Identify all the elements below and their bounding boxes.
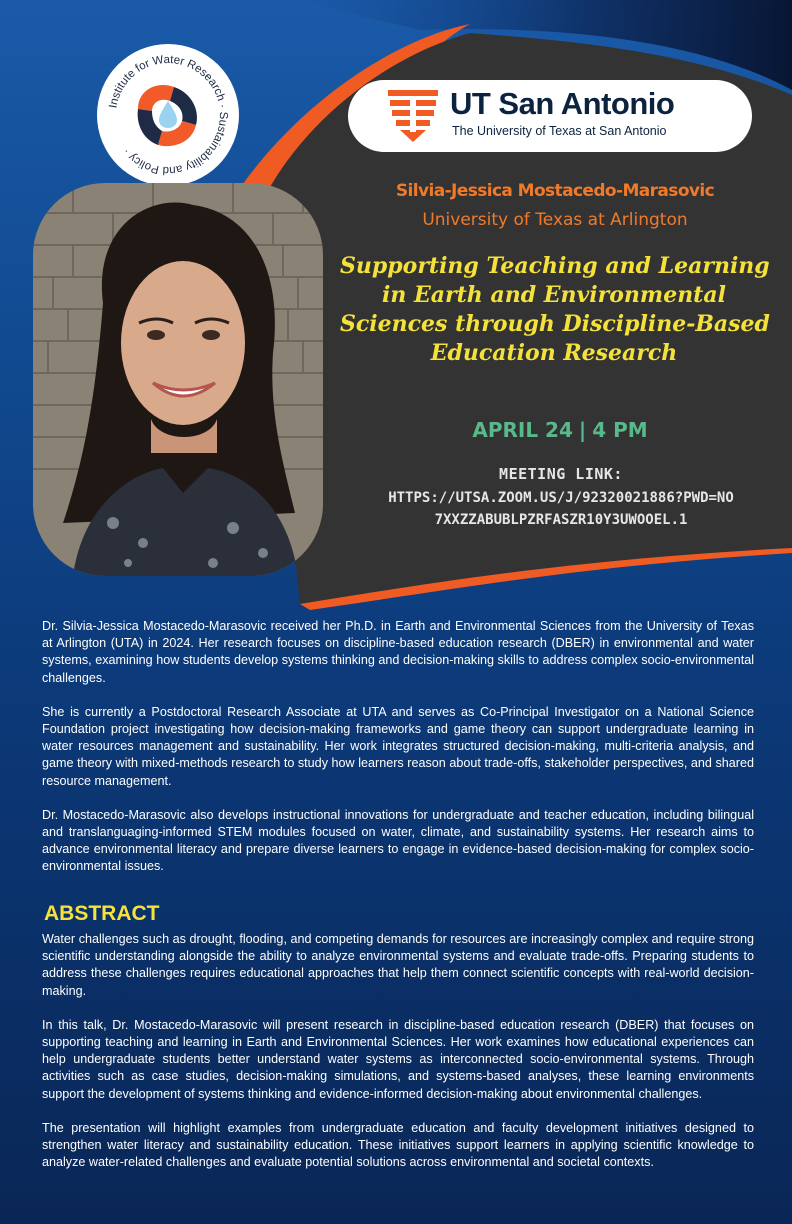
- utsa-mark-icon: [388, 90, 438, 142]
- university-subtitle: The University of Texas at San Antonio: [452, 124, 667, 138]
- event-time: 4 PM: [592, 418, 648, 442]
- speaker-name: Silvia-Jessica Mostacedo-Marasovic: [395, 181, 715, 201]
- abstract-body: [42, 931, 754, 1188]
- talk-title-line: Sciences through Discipline-Based: [340, 311, 770, 337]
- abstract-paragraph: The presentation will highlight examples from undergraduate education and faculty development initiatives designed to strengthen water literacy and sustainability education. These initiatives support learners in applying scientific knowledge to analyze water-related challenges and evaluate potential solutions across environmental and societal contexts.: [42, 1120, 754, 1170]
- talk-title-line: in Earth and Environmental: [382, 282, 726, 308]
- bio-paragraph: She is currently a Postdoctoral Research Associate at UTA and serves as Co-Principal Investigator on a National Science Foundation project investigating how decision-making frameworks and game theory can support undergraduate learning in water resources management and sustainability. Her work integrates structured decision-making, multi-criteria analysis, and game theory with mixed-methods research to study how learners reason about trade-offs, stakeholder perspectives, and shared resource management.: [42, 704, 754, 788]
- talk-title-line: Supporting Teaching and Learning: [340, 253, 770, 279]
- speaker-bio: [42, 618, 754, 893]
- meeting-link-label: MEETING LINK:: [499, 465, 623, 483]
- speaker-affiliation: University of Texas at Arlington: [422, 210, 688, 230]
- meeting-url-line[interactable]: HTTPS://UTSA.ZOOM.US/J/92320021886?PWD=NO: [388, 490, 734, 506]
- abstract-paragraph: Water challenges such as drought, flooding, and competing demands for resources are increasingly complex and require strong scientific understanding alongside the ability to analyze environmental systems and evaluate trade-offs. Preparing students to address these challenges requires educational approaches that help them connect scientific concepts with real-world decision-making.: [42, 932, 754, 998]
- bio-paragraph: Dr. Mostacedo-Marasovic also develops instructional innovations for undergraduate and teacher education, including bilingual and translanguaging-informed STEM modules focused on water, climate, and sustainability systems. Her research aims to advance environmental literacy and prepare diverse learners to engage in evidence-based decision-making for complex socio-environmental issues.: [42, 807, 754, 874]
- abstract-paragraph: In this talk, Dr. Mostacedo-Marasovic will present research in discipline-based education research (DBER) that focuses on supporting teaching and learning in Earth and Environmental Sciences. Her work examines how educational experiences can help undergraduate students better understand water systems as interconnected socio-environmental systems. Through activities such as case studies, decision-making simulations, and systems-based analyses, these learning environments support the development of systems thinking and evidence-informed decision-making about environmental challenges.: [42, 1017, 754, 1101]
- meeting-link-url[interactable]: [352, 487, 770, 531]
- event-date-time: [395, 418, 725, 442]
- bio-paragraph: Dr. Silvia-Jessica Mostacedo-Marasovic received her Ph.D. in Earth and Environmental Sciences from the University of Texas at Arlington (UTA) in 2024. Her research focuses on discipline-based education research (DBER) in environmental and water systems, examining how students develop systems thinking and decision-making skills to address complex socio-environmental challenges.: [42, 619, 754, 685]
- utsa-logo-badge: [348, 80, 752, 152]
- abstract-heading: ABSTRACT: [44, 902, 160, 925]
- meeting-url-line[interactable]: 7XXZZABUBLPZRFASZR10Y3UWOOEL.1: [434, 512, 688, 528]
- university-name: UT San Antonio: [450, 86, 675, 121]
- talk-title-line: Education Research: [430, 340, 678, 366]
- speaker-portrait-icon: [33, 183, 323, 576]
- meeting-link-block: [352, 465, 770, 531]
- event-date: APRIL 24: [472, 418, 573, 442]
- institute-logo: [97, 44, 239, 186]
- talk-title: [340, 252, 768, 368]
- speaker-photo: [33, 183, 323, 576]
- svg-text:Institute for Water Research ·: Institute for Water Research · Sustainability and Policy ·: [107, 53, 230, 177]
- water-research-logo-icon: [97, 44, 239, 186]
- date-separator: |: [578, 418, 587, 442]
